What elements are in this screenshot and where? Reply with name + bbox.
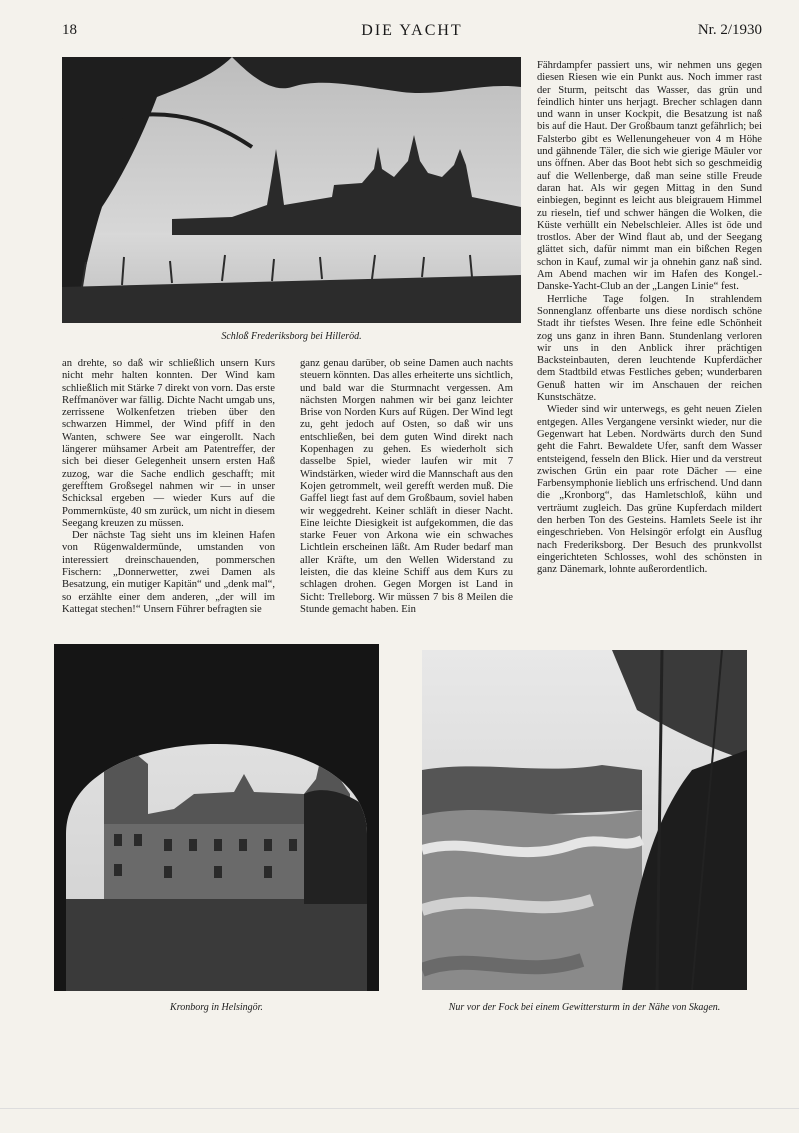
page-header <box>62 22 762 42</box>
photo-frederiksborg <box>62 57 521 323</box>
paragraph: an drehte, so daß wir schließlich unsern Kurs nicht mehr halten konnten. Der Wind kam schließlich mit Stärke 7 direkt von vorn. Das erste Reffmanöver war fällig. Dichte Nacht umgab uns, zerrissene Wolkenfetzen trieben über den schwarzen Himmel, der Wind pfiff in den Wanten, schwere See war eingerollt. Nach längerer mühsamer Arbeit am Patentreffer, der sich bei dieser Gelegenheit unsern ersten Haß zuzog, war die Sache endlich geschafft; mit gerefftem Großsegel nahmen wir — in unser Schicksal ergeben — wieder Kurs auf die Pommernküste, 40 sm zurück, um nicht in diesem Seegang kreuzen zu müssen. <box>62 358 275 529</box>
column-left <box>62 358 275 616</box>
paragraph: Wieder sind wir unterwegs, es geht neuen Zielen entgegen. Alles Vergangene versinkt wieder, nur die Gegenwart hat Leben. Nordwärts durch den Sund geht die Fahrt. Bewaldete Ufer, sanft dem Wasser entsteigend, fesseln den Blick. Hier und da verstreut zwischen Grün ein paar rote Dächer — eine Farbensymphonie lieblich uns erfrischend. Und dann die „Kronborg“, das Hamletschloß, kühn und verträumt zugleich. Das grüne Kupferdach mildert den herben Ton des Gesteins. Hamlets Seele ist ihr eingeschrieben. Von Helsingör erfolgt ein Ausflug nach Frederiksborg. Der Besuch des prunkvollst eingerichteten Schlosses, wohl des schönsten in ganz Dänemark, lohnte außerordentlich. <box>537 404 762 576</box>
column-middle <box>300 358 513 616</box>
magazine-title: DIE YACHT <box>361 22 463 39</box>
paragraph: Der nächste Tag sieht uns im kleinen Hafen von Rügenwaldermünde, umstanden von interessiert dreinschauenden, pommerschen Fischern: „Donnerwetter, zwei Damen als Besatzung, ein mutiger Kapitän“ und „denk mal“, so erzählte einer dem anderen, „der will im Kattegat stechen!“ Unsern Führer befragten sie <box>62 530 275 615</box>
column-right-top <box>537 60 762 576</box>
paragraph: Fährdampfer passiert uns, wir nehmen uns gegen diesen Riesen wie ein Punkt aus. Noch immer rast der Sturm, peitscht das Wasser, das grün und feindlich hinter uns herjagt. Brecher schlagen dann und wann in unser Kockpit, die Besatzung ist naß bis auf die Haut. Der Großbaum tanzt gefährlich; bei Falsterbo gibt es Wellenungeheuer von 4 m Höhe und gähnende Täler, die sich wie gierige Mäuler vor uns öffnen. Aber das Boot hebt sich so geschmeidig auf die Wellenberge, daß man seine stille Freude daran hat. Als wir gegen Mittag in den Sund einbiegen, beginnt es leicht aus bleigrauem Himmel zu rieseln, tief und schwer hängen die Wolken, die Küste verhüllt ein Nebelschleier. Alles ist öde und trostlos. Aber der Wind flaut ab, und der Seegang glättet sich, dafür nimmt man ein bißchen Regen schon in Kauf, zumal wir ja ohnehin ganz naß sind. Am Abend machen wir im Hafen des Kongel.-Danske-Yacht-Club an der „Langen Linie“ fest. <box>537 60 762 293</box>
photo-kronborg <box>54 644 379 991</box>
page-bottom-edge <box>0 1108 799 1109</box>
issue-number: Nr. 2/1930 <box>697 22 762 38</box>
paragraph: ganz genau darüber, ob seine Damen auch nachts steuern könnten. Das alles erheiterte uns sichtlich, und bald war die Sturmnacht vergessen. Am nächsten Morgen nahmen wir bei ganz leichter Brise von Norden Kurs auf Rügen. Der Wind legt zu, geht jedoch auf Osten, so daß wir uns entschließen, bei dem guten Wind direkt nach Kopenhagen zu gehen. Es wiederholt sich dasselbe Spiel, wieder laufen wir mit 7 Windstärken, wieder wird die Mannschaft aus den Kojen getrommelt, weil gerefft werden muß. Die Gaffel liegt fast auf dem Großbaum, soviel haben wir weggedreht. Keiner schläft in dieser Nacht. Eine leichte Diesigkeit ist aufgekommen, die das starke Feuer von Arkona wie ein schwaches Lichtlein erscheinen läßt. Am Ruder bedarf man aller Kräfte, um den Wellen Widerstand zu leisten, die das kleine Schiff aus dem Kurs zu schlagen drohen. Gegen Morgen ist Land in Sicht: Trelleborg. Wir müssen 7 bis 8 Meilen die Stunde gemacht haben. Ein <box>300 358 513 615</box>
caption-kronborg: Kronborg in Helsingör. <box>170 1002 263 1013</box>
page-number: 18 <box>62 22 77 38</box>
photo-storm <box>422 650 747 990</box>
caption-storm: Nur vor der Fock bei einem Gewittersturm in der Nähe von Skagen. <box>448 1002 721 1013</box>
paragraph: Herrliche Tage folgen. In strahlendem Sonnenglanz offenbarte uns diese nordisch schöne Stadt ihr tiefstes Wesen. Ihre feine edle Schönheit zog uns ganz in ihren Bann. Stundenlang verloren wir uns in den Anblick ihrer prächtigen Backsteinbauten, deren leuchtende Kupferdächer dem Stadtbild etwas Festliches geben; wunderbaren Genuß hatten wir im Anschauen der reichen Kunstschätze. <box>537 293 762 404</box>
caption-frederiksborg: Schloß Frederiksborg bei Hilleröd. <box>221 331 362 342</box>
